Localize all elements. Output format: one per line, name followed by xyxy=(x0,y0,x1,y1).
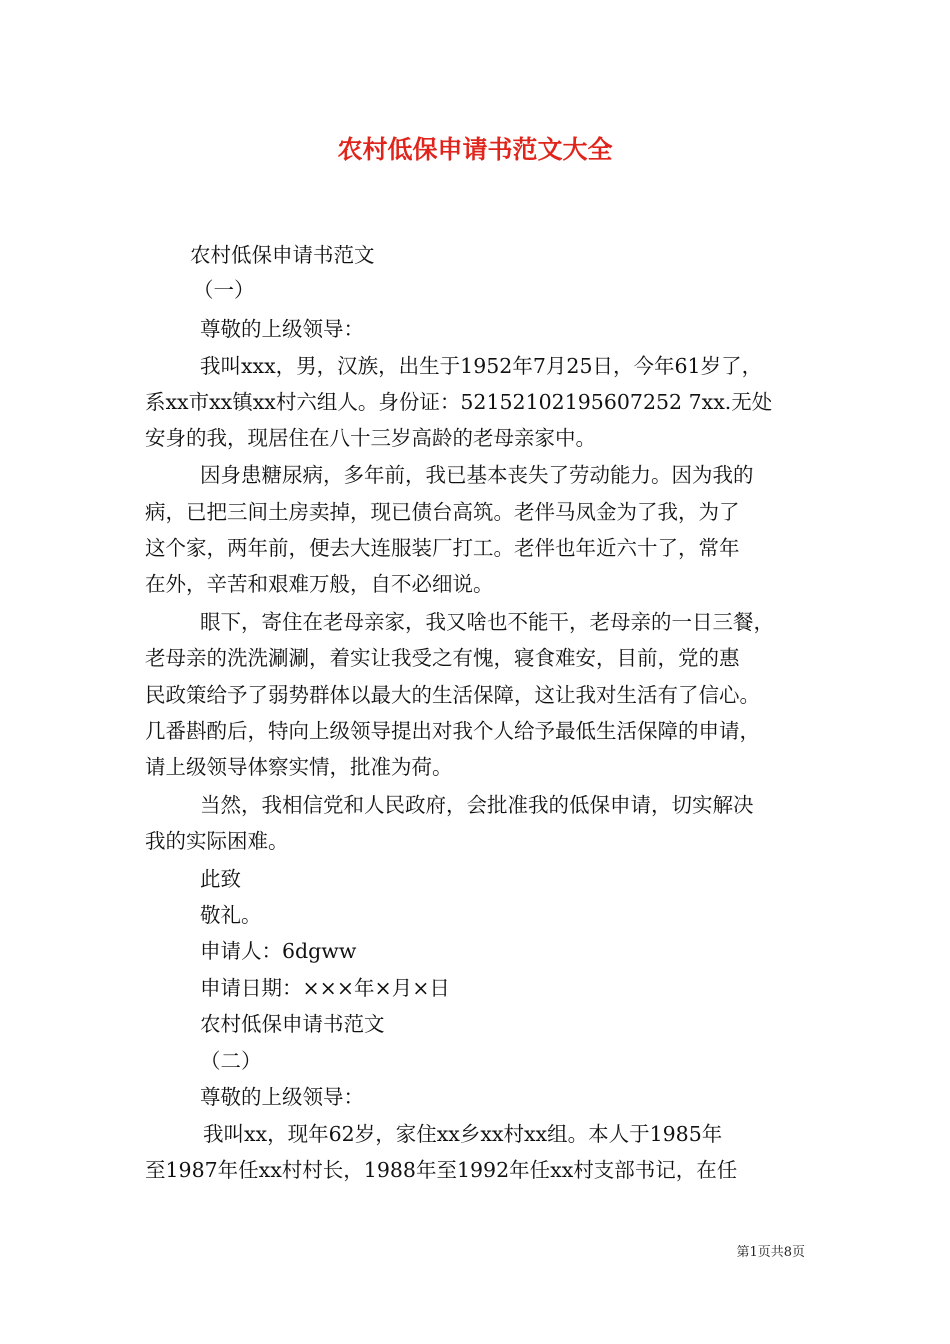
section-number-2: （二） xyxy=(200,1049,262,1073)
section-number-1: （一） xyxy=(193,278,255,302)
paragraph-line: 我叫xxx，男，汉族，出生于1952年7月25日，今年61岁了， xyxy=(200,354,763,378)
paragraph-line: 在外，辛苦和艰难万般，自不必细说。 xyxy=(145,572,494,596)
applicant-line: 申请人：6dgww xyxy=(200,939,357,963)
page-number: 第1页共8页 xyxy=(736,1245,805,1260)
document-title: 农村低保申请书范文大全 xyxy=(337,135,613,164)
paragraph-line: 老母亲的洗洗涮涮，着实让我受之有愧，寝食难安，目前，党的惠 xyxy=(145,646,740,670)
date-line: 申请日期：×××年×月×日 xyxy=(200,976,450,1000)
paragraph-line: 我叫xx，现年62岁，家住xx乡xx村xx组。本人于1985年 xyxy=(203,1122,723,1146)
paragraph-line: 几番斟酌后，特向上级领导提出对我个人给予最低生活保障的申请， xyxy=(145,719,760,743)
paragraph-line: 系xx市xx镇xx村六组人。身份证：52152102195607252 7xx.无处 xyxy=(145,390,773,414)
paragraph-line: 病，已把三间土房卖掉，现已债台高筑。老伴马凤金为了我，为了 xyxy=(145,500,740,524)
closing-line: 此致 xyxy=(200,867,241,891)
section-heading-1: 农村低保申请书范文 xyxy=(190,243,375,267)
paragraph-line: 我的实际困难。 xyxy=(145,829,289,853)
paragraph-line: 因身患糖尿病，多年前，我已基本丧失了劳动能力。因为我的 xyxy=(200,463,754,487)
paragraph-line: 至1987年任xx村村长，1988年至1992年任xx村支部书记，在任 xyxy=(145,1158,738,1182)
paragraph-line: 请上级领导体察实情，批准为荷。 xyxy=(145,755,453,779)
salutation-2: 尊敬的上级领导： xyxy=(200,1085,364,1109)
paragraph-line: 当然，我相信党和人民政府，会批准我的低保申请，切实解决 xyxy=(200,793,754,817)
paragraph-line: 民政策给予了弱势群体以最大的生活保障，这让我对生活有了信心。 xyxy=(145,683,760,707)
paragraph-line: 这个家，两年前，便去大连服装厂打工。老伴也年近六十了，常年 xyxy=(145,536,740,560)
paragraph-line: 眼下，寄住在老母亲家，我又啥也不能干，老母亲的一日三餐， xyxy=(200,610,774,634)
section-heading-2: 农村低保申请书范文 xyxy=(200,1012,385,1036)
closing-line: 敬礼。 xyxy=(200,903,262,927)
salutation-1: 尊敬的上级领导： xyxy=(200,317,364,341)
paragraph-line: 安身的我，现居住在八十三岁高龄的老母亲家中。 xyxy=(145,426,596,450)
